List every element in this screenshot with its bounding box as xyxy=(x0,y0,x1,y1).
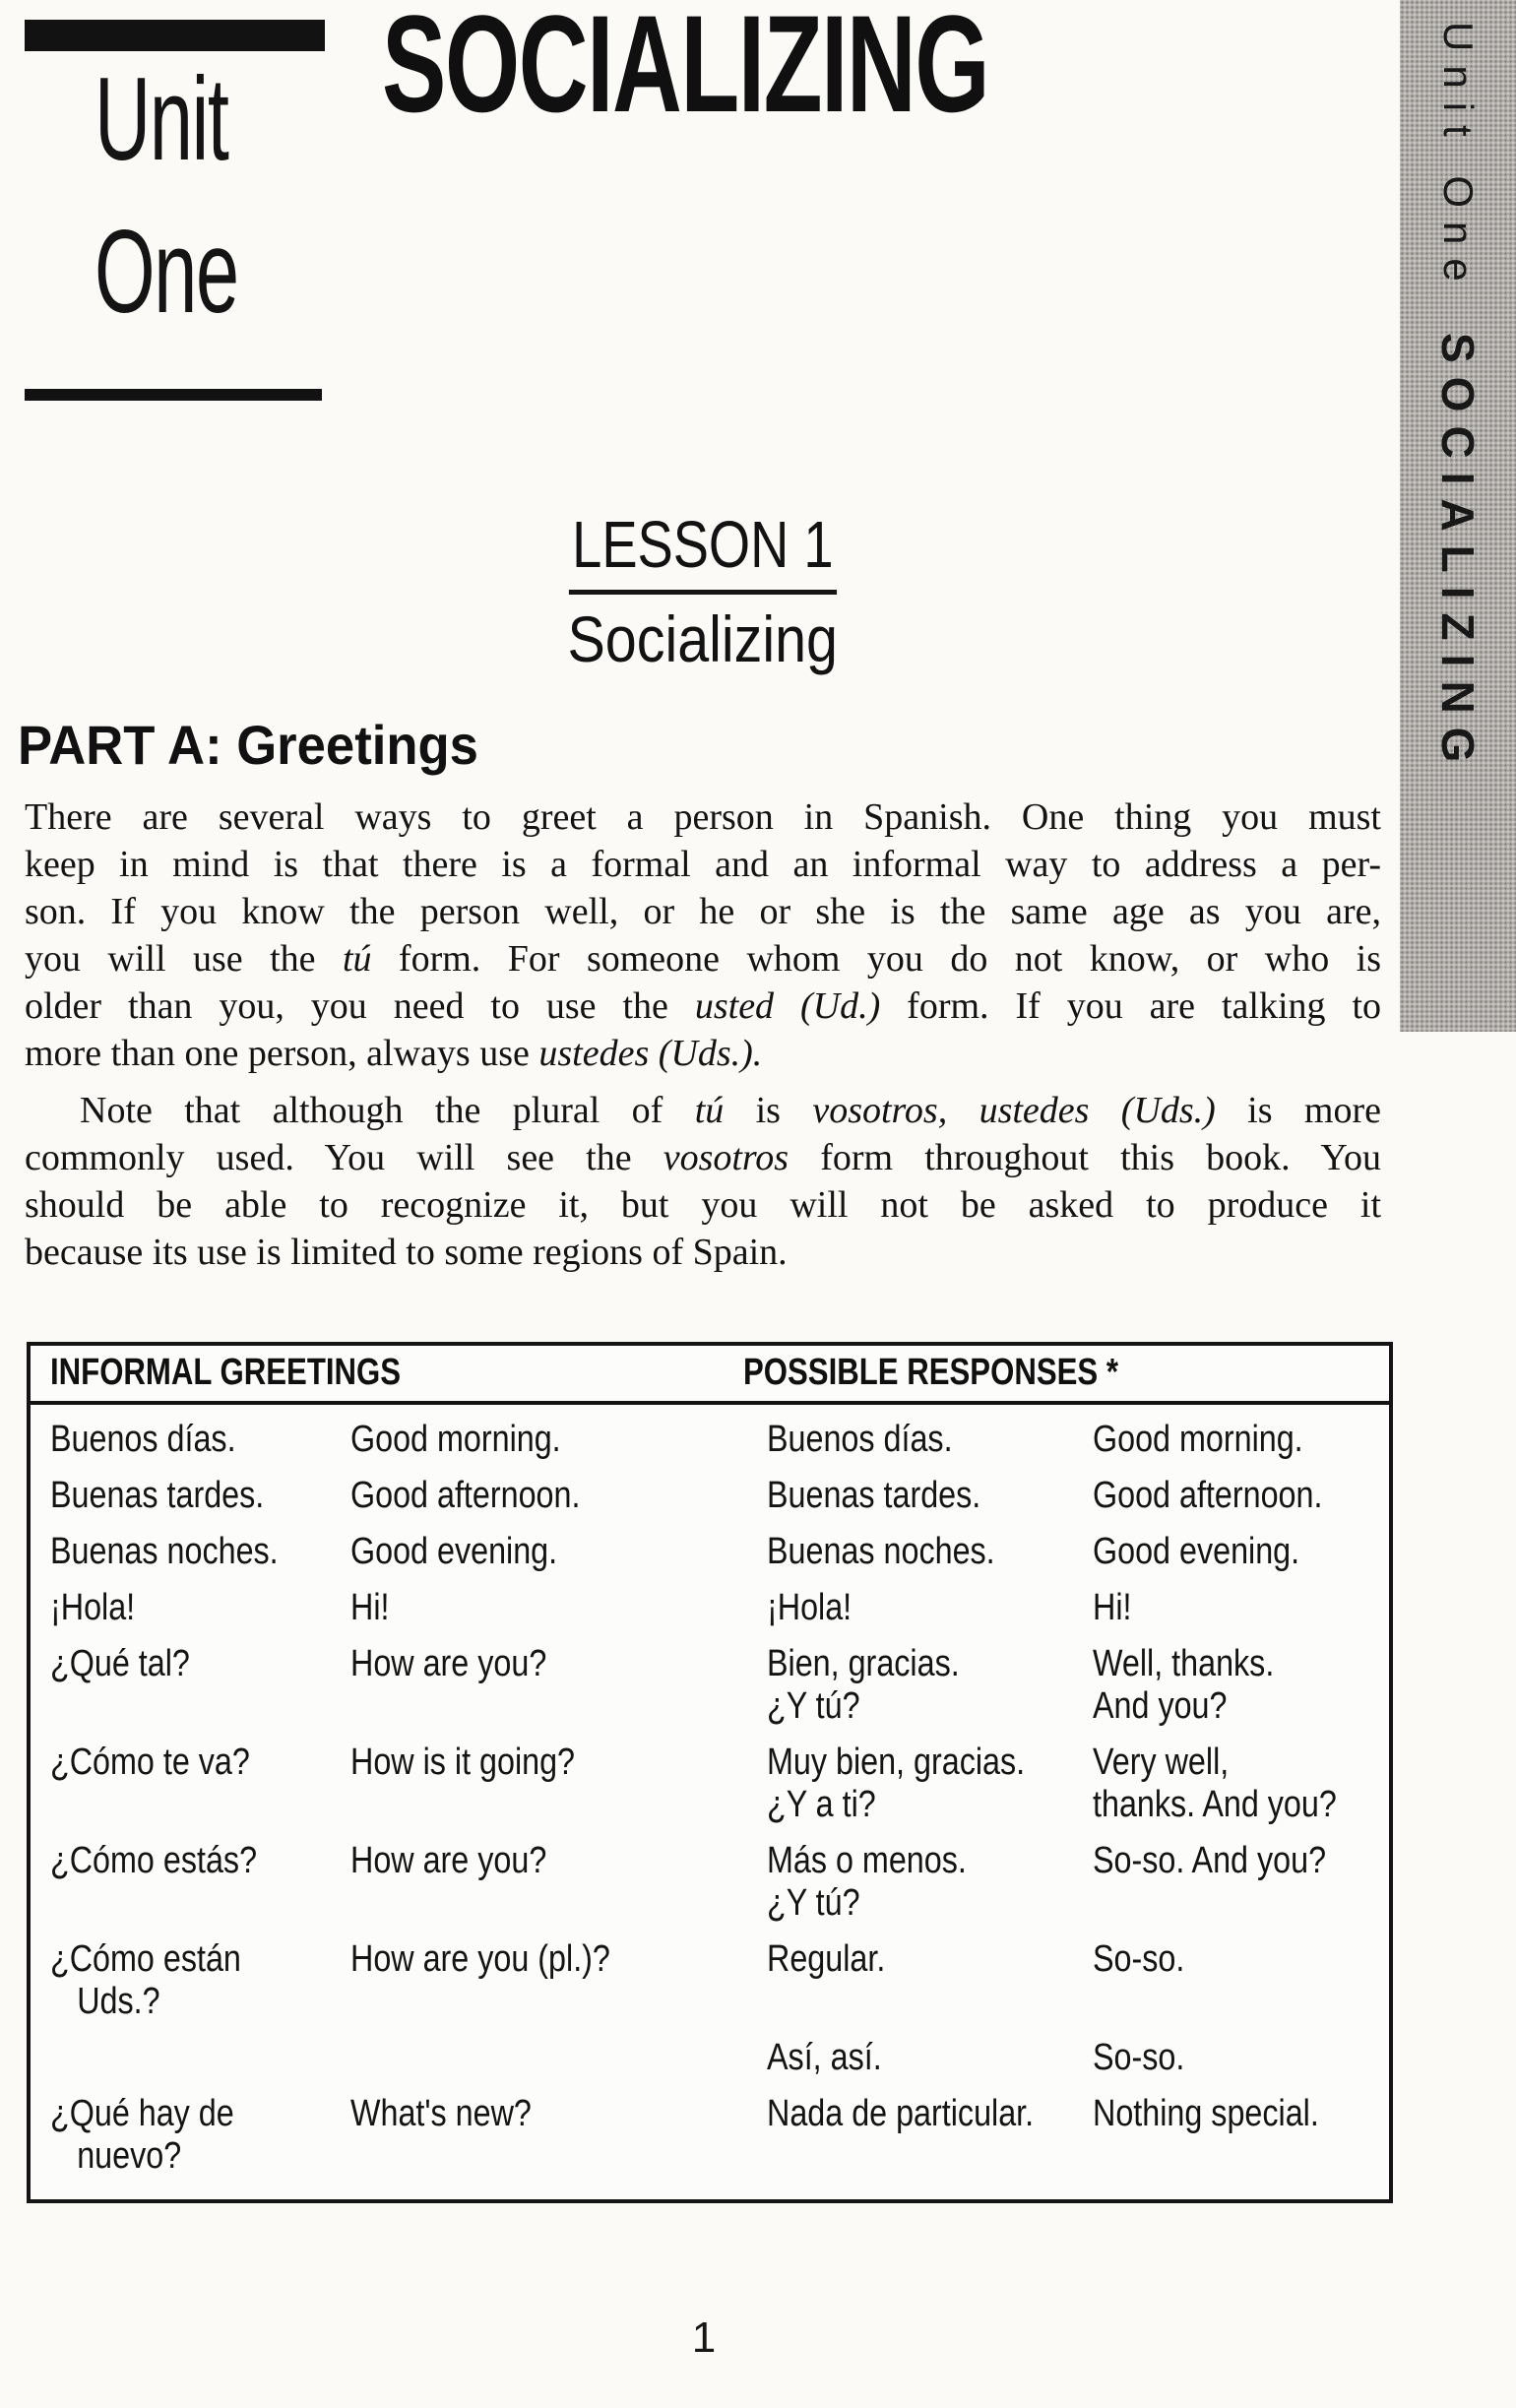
body-line xyxy=(25,793,1381,841)
table-cell xyxy=(50,1587,350,1629)
table-cell xyxy=(767,1587,1093,1629)
table-cell xyxy=(1093,1587,1371,1629)
greetings-table-body xyxy=(31,1405,1389,2199)
table-cell xyxy=(50,1475,350,1517)
italic-term: vosotros, ustedes (Uds.) xyxy=(812,1090,1216,1131)
cell-line: Hi! xyxy=(1093,1587,1132,1628)
table-cell xyxy=(767,1742,1093,1826)
cell-line: Nada de particular. xyxy=(767,2093,1035,2134)
text-run: should be able to recognize it, but you will not be asked to produce it xyxy=(25,1184,1381,1226)
body-line xyxy=(25,1134,1381,1181)
cell-line: Good morning. xyxy=(350,1419,561,1460)
table-cell xyxy=(50,1531,350,1573)
edge-tab xyxy=(1400,0,1516,1032)
header-possible-responses: POSSIBLE RESPONSES * xyxy=(743,1352,1118,1393)
edge-tab-text xyxy=(1431,22,1484,777)
table-cell xyxy=(767,1419,1093,1461)
greetings-table xyxy=(27,1342,1393,2203)
text-run: keep in mind is that there is a formal and an informal way to address a per- xyxy=(25,844,1381,885)
table-row xyxy=(50,2093,1371,2178)
cell-line: Regular. xyxy=(767,1938,886,1980)
cell-line: So-so. And you? xyxy=(1093,1840,1327,1881)
text-run: commonly used. You will see the xyxy=(25,1137,663,1178)
unit-label-line2: One xyxy=(95,206,238,338)
table-cell xyxy=(50,1840,350,1925)
cell-line: ¿Qué hay de xyxy=(50,2093,234,2134)
body-line xyxy=(25,888,1381,935)
body-line xyxy=(25,935,1381,982)
table-cell xyxy=(350,2093,767,2178)
body-paragraphs xyxy=(25,793,1381,1276)
table-cell xyxy=(1093,2093,1371,2178)
cell-line: Good evening. xyxy=(350,1531,558,1572)
text-run: form. If you are talking to xyxy=(880,985,1382,1027)
table-cell xyxy=(1093,2037,1371,2079)
text-run: is more xyxy=(1215,1090,1381,1131)
cell-line: How are you? xyxy=(350,1840,547,1881)
table-cell xyxy=(50,1742,350,1826)
cell-line: What's new? xyxy=(350,2093,532,2134)
table-row xyxy=(50,1475,1371,1517)
table-cell xyxy=(50,2037,350,2079)
italic-term: vosotros xyxy=(663,1137,790,1178)
cell-line: ¿Cómo están xyxy=(50,1938,241,1980)
cell-line: Buenas noches. xyxy=(767,1531,995,1572)
table-cell xyxy=(50,1419,350,1461)
cell-line: ¡Hola! xyxy=(50,1587,136,1628)
table-cell xyxy=(50,2093,350,2178)
table-cell xyxy=(1093,1475,1371,1517)
cell-line: Buenas noches. xyxy=(50,1531,279,1572)
text-run: There are several ways to greet a person in Spanish. One thing you must xyxy=(25,796,1381,838)
table-cell xyxy=(350,1475,767,1517)
table-cell xyxy=(1093,1531,1371,1573)
table-row xyxy=(50,1531,1371,1573)
text-run: son. If you know the person well, or he or she is the same age as you are, xyxy=(25,891,1381,932)
text-run: older than you, you need to use the xyxy=(25,985,695,1027)
cell-line: Well, thanks. xyxy=(1093,1643,1275,1684)
table-row xyxy=(50,1419,1371,1461)
edge-tab-title-text: SOCIALIZING xyxy=(1432,333,1484,777)
cell-line: Uds.? xyxy=(77,1981,160,2022)
unit-label-line1: Unit xyxy=(95,53,228,185)
table-cell xyxy=(1093,1840,1371,1925)
unit-label xyxy=(95,43,238,349)
body-line xyxy=(25,1181,1381,1229)
cell-line: How is it going? xyxy=(350,1742,576,1783)
body-line xyxy=(25,1229,1381,1276)
cell-line: How are you? xyxy=(350,1643,547,1684)
italic-term: tú xyxy=(342,938,372,980)
masthead-rule-bottom xyxy=(25,389,322,401)
table-cell xyxy=(350,1643,767,1728)
cell-line: So-so. xyxy=(1093,2037,1185,2078)
lesson-title: LESSON 1 xyxy=(569,512,837,595)
cell-line: Bien, gracias. xyxy=(767,1643,960,1684)
table-row xyxy=(50,1587,1371,1629)
cell-line: Buenas tardes. xyxy=(767,1475,981,1516)
table-cell xyxy=(767,1840,1093,1925)
table-cell xyxy=(767,2037,1093,2079)
cell-line: How are you (pl.)? xyxy=(350,1938,610,1980)
cell-line: Buenas tardes. xyxy=(50,1475,265,1516)
page-number: 1 xyxy=(691,2313,717,2362)
edge-tab-unit-text: Unit One xyxy=(1435,22,1482,295)
cell-line: Good afternoon. xyxy=(1093,1475,1323,1516)
table-row xyxy=(50,1643,1371,1728)
table-cell xyxy=(767,1475,1093,1517)
cell-line: And you? xyxy=(1093,1685,1228,1727)
cell-line: Buenos días. xyxy=(767,1419,953,1460)
text-run: form. For someone whom you do not know, or who is xyxy=(371,938,1381,980)
greetings-table-header xyxy=(31,1346,1389,1405)
table-row xyxy=(50,1840,1371,1925)
body-line xyxy=(25,982,1381,1030)
cell-line: ¿Y a ti? xyxy=(767,1784,876,1825)
table-cell xyxy=(350,1419,767,1461)
table-cell xyxy=(767,1938,1093,2023)
cell-line: ¿Y tú? xyxy=(767,1882,860,1924)
table-cell xyxy=(1093,1938,1371,2023)
header-informal-greetings: INFORMAL GREETINGS xyxy=(50,1352,402,1393)
text-run: Note that although the plural of xyxy=(80,1090,695,1131)
body-line xyxy=(25,1087,1381,1134)
cell-line: Nothing special. xyxy=(1093,2093,1319,2134)
text-run: form throughout this book. You xyxy=(789,1137,1381,1178)
table-cell xyxy=(350,1742,767,1826)
table-cell xyxy=(350,1840,767,1925)
table-cell xyxy=(1093,1742,1380,1826)
italic-term: usted (Ud.) xyxy=(694,985,881,1027)
table-cell xyxy=(767,1643,1093,1728)
table-cell xyxy=(350,1587,767,1629)
text-run: is xyxy=(724,1090,813,1131)
cell-line: Más o menos. xyxy=(767,1840,967,1881)
table-cell xyxy=(50,1938,350,2023)
italic-term: ustedes (Uds.). xyxy=(538,1033,763,1074)
body-line xyxy=(25,841,1381,888)
cell-line: Good morning. xyxy=(1093,1419,1303,1460)
cell-line: Muy bien, gracias. xyxy=(767,1742,1026,1783)
text-run: more than one person, always use xyxy=(25,1033,539,1074)
table-cell xyxy=(350,1531,767,1573)
cell-line: Very well, xyxy=(1093,1742,1230,1783)
chapter-title: SOCIALIZING xyxy=(382,0,989,141)
part-a-heading: PART A: Greetings xyxy=(18,714,478,776)
cell-line: ¿Qué tal? xyxy=(50,1643,190,1684)
cell-line: ¿Cómo te va? xyxy=(50,1742,250,1783)
table-row xyxy=(50,1938,1371,2023)
lesson-subtitle: Socializing xyxy=(567,602,839,675)
cell-line: Good evening. xyxy=(1093,1531,1300,1572)
table-cell xyxy=(1093,1643,1371,1728)
table-cell xyxy=(350,1938,767,2023)
cell-line: ¿Y tú? xyxy=(767,1685,860,1727)
cell-line: Good afternoon. xyxy=(350,1475,581,1516)
cell-line: thanks. And you? xyxy=(1093,1784,1337,1825)
table-row xyxy=(50,1742,1371,1826)
cell-line: Buenos días. xyxy=(50,1419,236,1460)
lesson-heading xyxy=(20,508,1386,675)
italic-term: tú xyxy=(694,1090,725,1131)
body-line xyxy=(25,1030,1381,1077)
cell-line: So-so. xyxy=(1093,1938,1185,1980)
cell-line: Así, así. xyxy=(767,2037,882,2078)
table-cell xyxy=(767,2093,1093,2178)
table-row xyxy=(50,2037,1371,2079)
table-cell xyxy=(350,2037,767,2079)
cell-line: Hi! xyxy=(350,1587,390,1628)
text-run: because its use is limited to some regions of Spain. xyxy=(25,1232,788,1273)
cell-line: nuevo? xyxy=(77,2135,182,2177)
table-cell xyxy=(767,1531,1093,1573)
table-cell xyxy=(1093,1419,1371,1461)
table-cell xyxy=(50,1643,350,1728)
text-run: you will use the xyxy=(25,938,343,980)
cell-line: ¿Cómo estás? xyxy=(50,1840,258,1881)
cell-line: ¡Hola! xyxy=(767,1587,853,1628)
